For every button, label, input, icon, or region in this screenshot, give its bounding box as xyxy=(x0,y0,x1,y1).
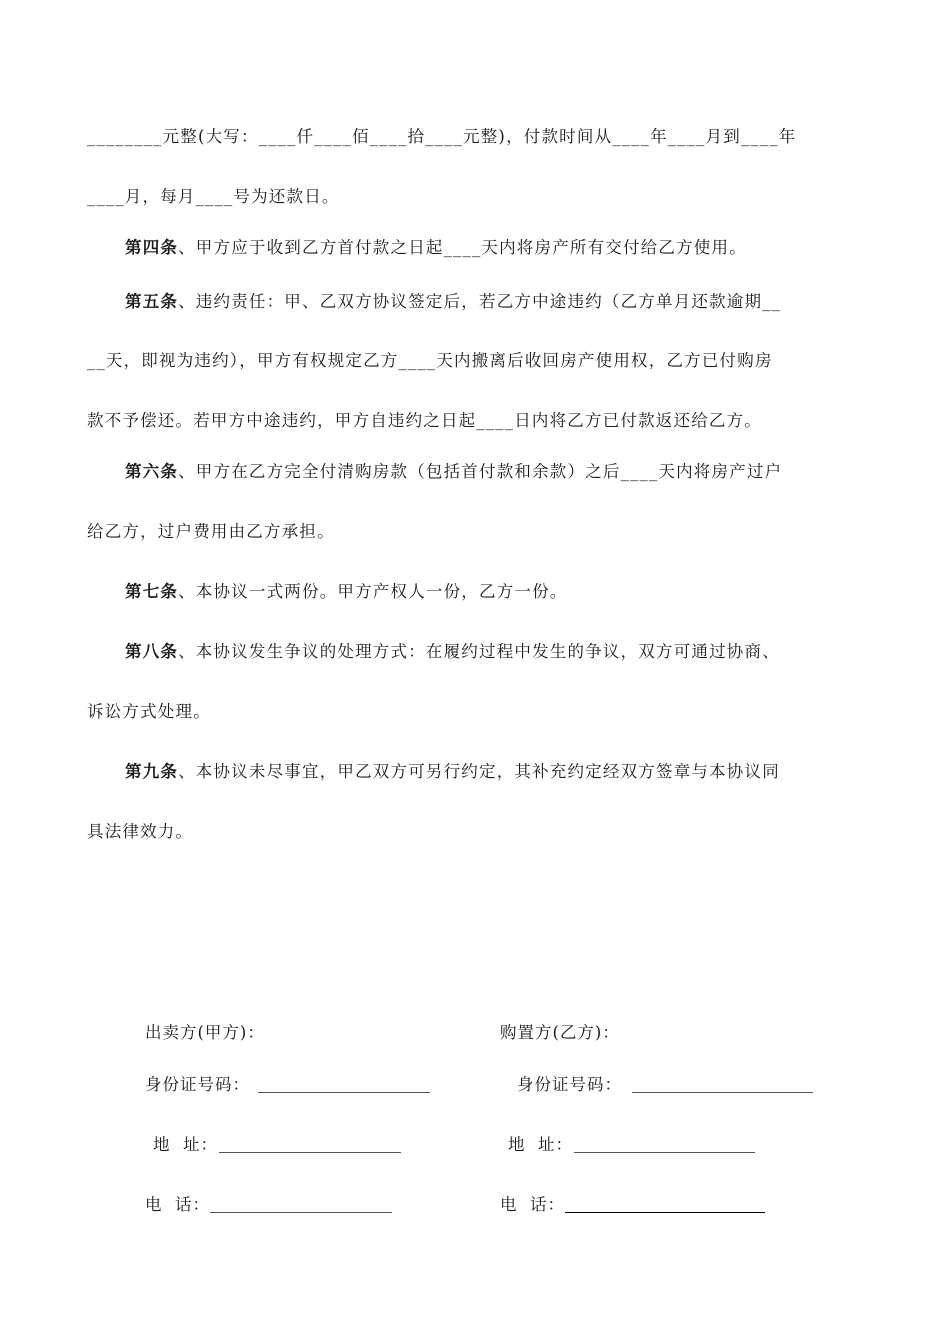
article-6 xyxy=(125,460,847,484)
buyer-address-label: 地 址： xyxy=(508,1135,573,1154)
article-9-line-2: 具法律效力。 xyxy=(87,822,194,841)
article-4-text: 、甲方应于收到乙方首付款之日起____天内将房产所有交付给乙方使用。 xyxy=(178,238,747,257)
article-8-text: 、本协议发生争议的处理方式：在履约过程中发生的争议，双方可通过协商、 xyxy=(178,642,780,661)
article-8 xyxy=(125,640,847,664)
seller-title: 出卖方(甲方)： xyxy=(145,1023,265,1042)
article-8-line-2: 诉讼方式处理。 xyxy=(87,702,211,721)
buyer-phone-field[interactable] xyxy=(565,1212,765,1213)
seller-address-label: 地 址： xyxy=(153,1135,218,1154)
payment-amount-line: ________元整(大写：____仟____佰____拾____元整)，付款时间从____年____月到____年 xyxy=(87,127,797,146)
article-9 xyxy=(125,760,847,784)
article-4 xyxy=(125,236,847,260)
buyer-id-label: 身份证号码： xyxy=(517,1075,622,1094)
seller-address-field[interactable] xyxy=(219,1152,401,1153)
article-6-line-2: 给乙方，过户费用由乙方承担。 xyxy=(87,522,335,541)
article-7-number: 第七条 xyxy=(125,582,179,601)
article-9-number: 第九条 xyxy=(125,762,179,781)
article-6-text: 、甲方在乙方完全付清购房款（包括首付款和余款）之后____天内将房产过户 xyxy=(178,462,783,481)
article-5-line-2: __天，即视为违约），甲方有权规定乙方____天内搬离后收回房产使用权，乙方已付购房 xyxy=(87,351,773,370)
article-5-number: 第五条 xyxy=(125,292,179,311)
article-6-number: 第六条 xyxy=(125,462,179,481)
seller-phone-field[interactable] xyxy=(210,1212,392,1213)
article-7-text: 、本协议一式两份。甲方产权人一份，乙方一份。 xyxy=(178,582,568,601)
article-8-number: 第八条 xyxy=(125,642,179,661)
seller-phone-label: 电 话： xyxy=(145,1195,210,1214)
buyer-title: 购置方(乙方)： xyxy=(500,1023,620,1042)
article-5-text: 、违约责任：甲、乙双方协议签定后，若乙方中途违约（乙方单月还款逾期__ xyxy=(178,292,782,311)
buyer-address-field[interactable] xyxy=(574,1152,755,1153)
article-5 xyxy=(125,290,847,314)
seller-id-label: 身份证号码： xyxy=(145,1075,250,1094)
repayment-day-line: ____月，每月____号为还款日。 xyxy=(87,187,340,206)
article-7 xyxy=(125,580,847,604)
seller-id-field[interactable] xyxy=(258,1092,430,1093)
article-4-number: 第四条 xyxy=(125,238,179,257)
buyer-id-field[interactable] xyxy=(632,1092,813,1093)
buyer-phone-label: 电 话： xyxy=(500,1195,565,1214)
article-9-text: 、本协议未尽事宜，甲乙双方可另行约定，其补充约定经双方签章与本协议同 xyxy=(178,762,780,781)
article-5-line-3: 款不予偿还。若甲方中途违约，甲方自违约之日起____日内将乙方已付款返还给乙方。 xyxy=(87,411,762,430)
